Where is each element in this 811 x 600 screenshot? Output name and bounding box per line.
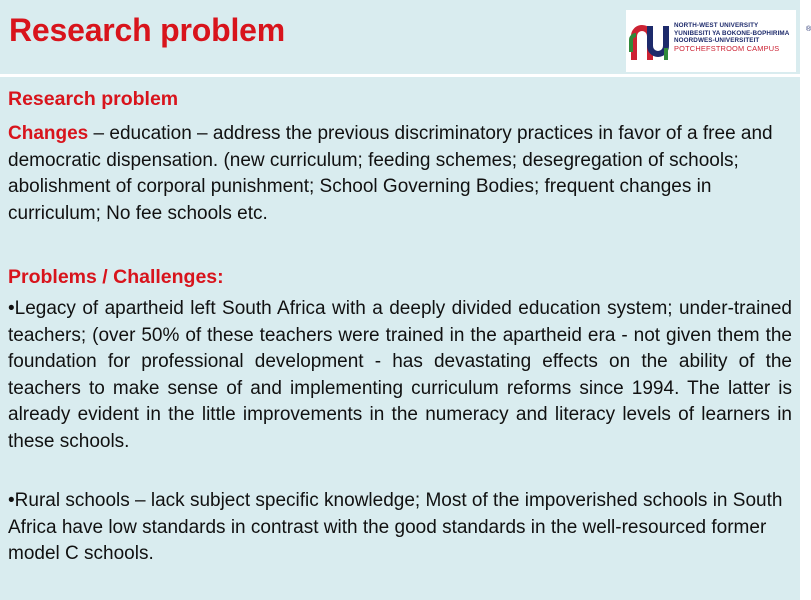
logo-line-2: YUNIBESITI YA BOKONE-BOPHIRIMA	[674, 29, 790, 37]
bullet-item-apartheid: •Legacy of apartheid left South Africa with a deeply divided education system; under-trained teachers; (over 50% of these teachers were trained in the apartheid era - not given them the foundation for professional development - has devastating effects on the ability of the teachers to make sense of and implementing curriculum reforms since 1994. The latter is already evident in the little improvements in the numeracy and literacy levels of learners in these schools.	[8, 298, 792, 452]
nwu-logo-icon	[628, 16, 672, 66]
page-title: Research problem	[9, 12, 286, 48]
logo-wordmark	[674, 22, 789, 52]
changes-paragraph	[8, 121, 792, 227]
bullet-item-rural-schools: •Rural schools – lack subject specific knowledge; Most of the impoverished schools in South Africa have low standards in contrast with the good standards in the well-resourced former model C schools.	[8, 490, 783, 564]
logo-line-1: NORTH-WEST UNIVERSITY	[674, 22, 759, 29]
header-bar	[0, 0, 811, 74]
logo-line-3: NOORDWES-UNIVERSITEIT	[674, 37, 760, 45]
university-logo	[626, 10, 811, 72]
changes-label: Changes	[8, 123, 89, 144]
changes-text: – education – address the previous discriminatory practices in favor of a free and democratic dispensation. (new curriculum; feeding schemes; desegregation of schools; abolishment of corporal punishment; School Governing Bodies; frequent changes in curriculum; No fee schools etc.	[8, 123, 773, 224]
section-subheading: Research problem	[8, 88, 179, 110]
problems-heading: Problems / Challenges:	[8, 266, 224, 288]
content-panel	[0, 77, 800, 600]
logo-campus: POTCHEFSTROOM CAMPUS	[674, 43, 780, 53]
registered-mark: ®	[806, 26, 811, 33]
